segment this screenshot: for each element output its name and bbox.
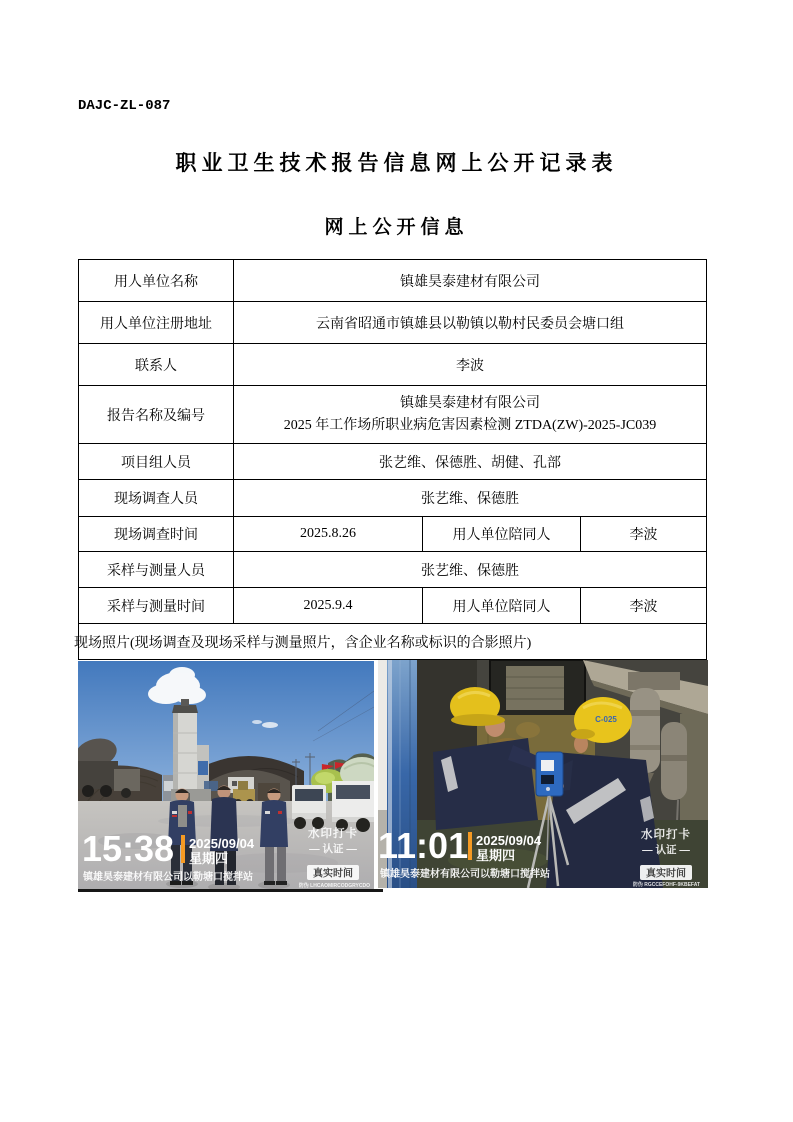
row-label-employer-name: 用人单位名称 [79, 260, 234, 302]
company-watermark: 镇雄昊泰建材有限公司以勒塘口搅拌站 [83, 872, 253, 883]
row-value-sampling-escort: 李波 [581, 588, 707, 624]
doc-code: DAJC-ZL-087 [78, 98, 171, 114]
row-label-contact: 联系人 [79, 344, 234, 386]
timestamp-divider [181, 835, 185, 863]
table-row [79, 302, 707, 344]
row-value-report-name [234, 386, 707, 444]
site-photo-group [78, 661, 374, 889]
site-photo-measurement [378, 660, 708, 888]
measuring-device [536, 752, 563, 796]
vent-opening [490, 660, 585, 718]
row-value-project-team: 张艺维、保德胜、胡健、孔部 [234, 444, 707, 480]
real-time-badge-label: 真实时间 [313, 868, 353, 880]
timestamp-weekday: 星期四 [476, 848, 516, 863]
row-label-report-name: 报告名称及编号 [79, 386, 234, 444]
real-time-badge-label: 真实时间 [646, 868, 686, 880]
page-subtitle: 网上公开信息 [324, 217, 469, 238]
photo-frame-line [78, 889, 383, 892]
photo-row-label: 现场照片(现场调查及现场采样与测量照片，含企业名称或标识的合影照片) [79, 624, 707, 660]
watermark-cert-label: — 认证 — [309, 843, 357, 855]
watermark-cert-label: — 认证 — [642, 844, 690, 856]
watermark-app-label: 水印打卡 [308, 828, 358, 840]
row-value-sampling-time: 2025.9.4 [234, 588, 423, 624]
timestamp-date: 2025/09/04 [476, 833, 542, 848]
table-row [79, 624, 707, 660]
table-row [79, 344, 707, 386]
info-table [74, 259, 707, 660]
row-value-registered-address: 云南省昭通市镇雄县以勒镇以勒村民委员会塘口组 [234, 302, 707, 344]
table-row [79, 480, 707, 517]
row-label-sampling-escort: 用人单位陪同人 [423, 588, 581, 624]
row-value-survey-escort: 李波 [581, 517, 707, 552]
table-row [79, 552, 707, 588]
row-label-survey-time: 现场调查时间 [79, 517, 234, 552]
row-label-sampling-time: 采样与测量时间 [79, 588, 234, 624]
page-title: 职业卫生技术报告信息网上公开记录表 [175, 152, 618, 175]
table-row [79, 386, 707, 444]
table-row [79, 517, 707, 552]
watermark-app-label: 水印打卡 [641, 829, 691, 841]
timestamp-weekday: 星期四 [189, 851, 229, 866]
report-name-line1: 镇雄昊泰建材有限公司 [400, 395, 540, 411]
helmet-label: C-025 [595, 715, 617, 724]
timestamp-date: 2025/09/04 [189, 836, 255, 851]
timestamp-divider [468, 832, 472, 860]
table-row [79, 588, 707, 624]
row-value-survey-time: 2025.8.26 [234, 517, 423, 552]
row-label-registered-address: 用人单位注册地址 [79, 302, 234, 344]
row-value-sampling-staff: 张艺维、保德胜 [234, 552, 707, 588]
timestamp-time: 11:01 [378, 825, 469, 866]
anti-fake-code: 防伪 LHCAOMIRCODGRYCDO [298, 883, 370, 889]
row-label-project-team: 项目组人员 [79, 444, 234, 480]
row-label-sampling-staff: 采样与测量人员 [79, 552, 234, 588]
row-label-survey-staff: 现场调查人员 [79, 480, 234, 517]
company-watermark: 镇雄昊泰建材有限公司以勒塘口搅拌站 [380, 869, 550, 880]
table-row [79, 444, 707, 480]
report-name-line2: 2025 年工作场所职业病危害因素检测 ZTDA(ZW)-2025-JC039 [283, 417, 657, 433]
row-value-survey-staff: 张艺维、保德胜 [234, 480, 707, 517]
timestamp-time: 15:38 [82, 828, 175, 869]
row-value-employer-name: 镇雄昊泰建材有限公司 [234, 260, 707, 302]
row-label-survey-escort: 用人单位陪同人 [423, 517, 581, 552]
anti-fake-code: 防伪 RGCCEFOHF-9KBEFAT [632, 882, 700, 888]
table-row [79, 260, 707, 302]
row-value-contact: 李波 [234, 344, 707, 386]
